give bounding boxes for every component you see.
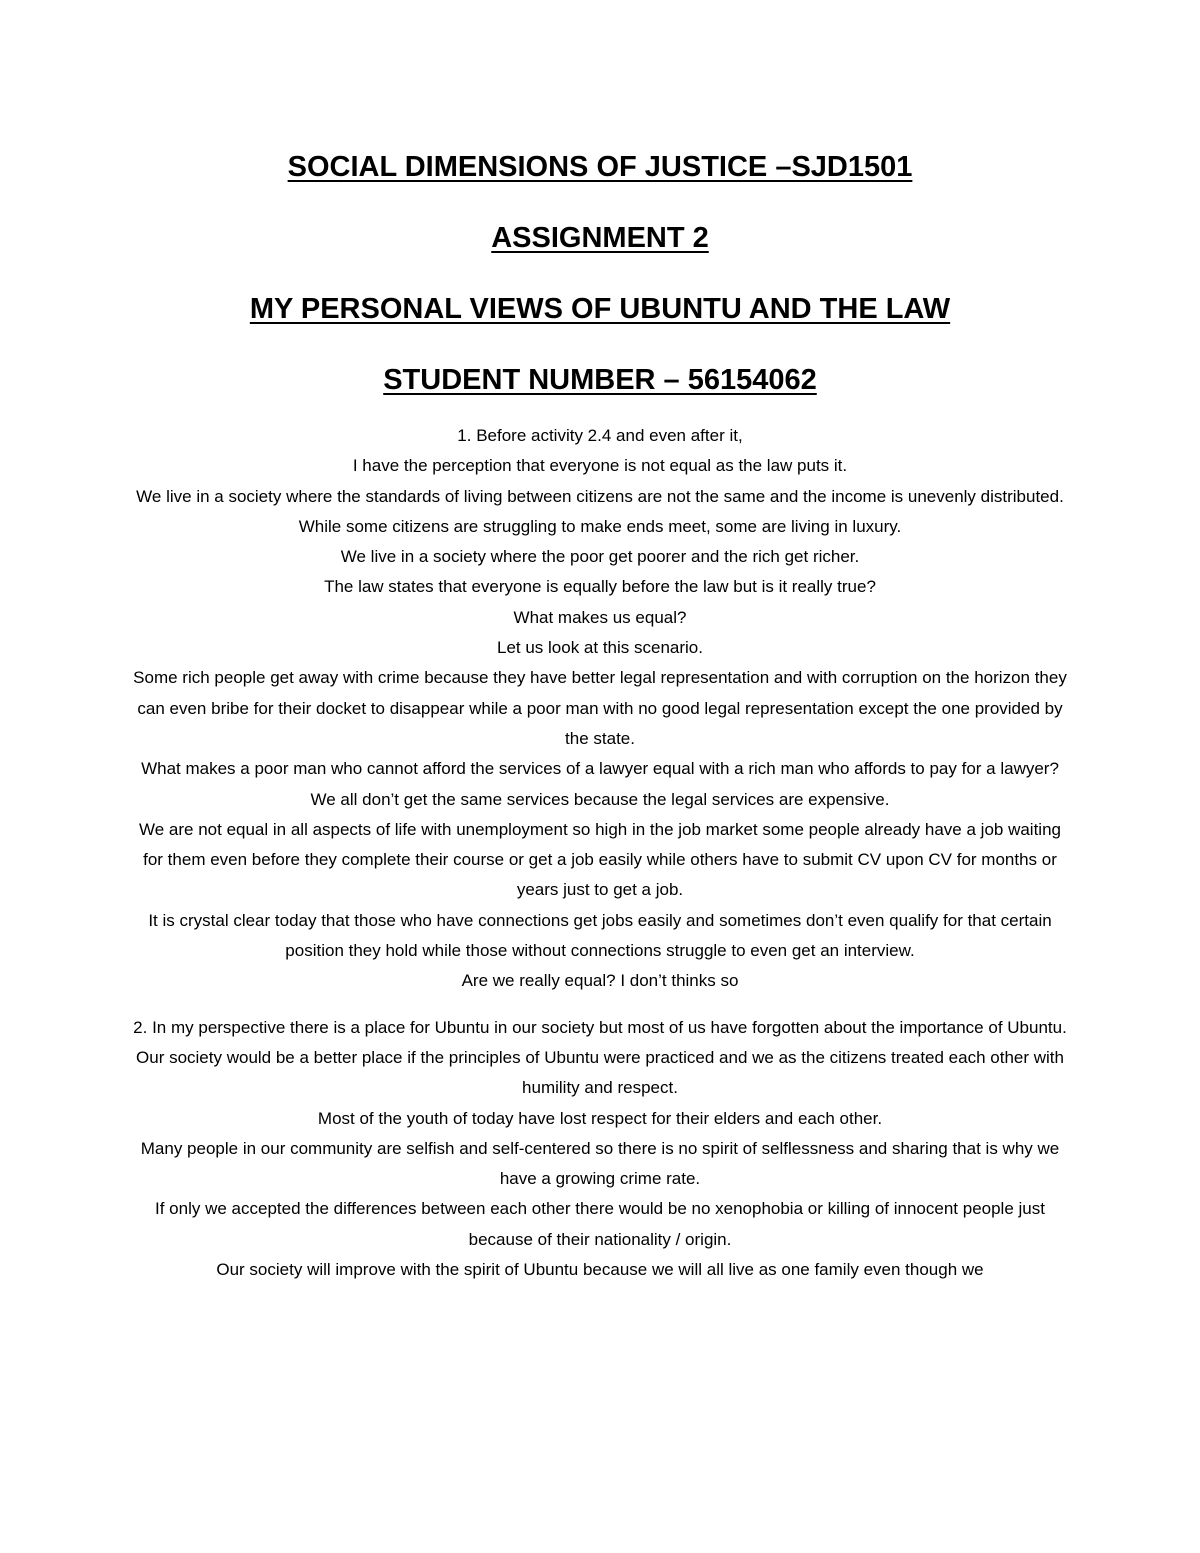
paragraph: Some rich people get away with crime because they have better legal representation and with corruption on the horizon they can even bribe for their docket to disappear while a poor man with no good legal representation except the one provided by the state.	[133, 668, 1067, 748]
title-block	[0, 140, 1200, 399]
paragraph: While some citizens are struggling to make ends meet, some are living in luxury.	[298, 516, 902, 536]
paragraph: We are not equal in all aspects of life with unemployment so high in the job market some people already have a job waiting for them even before they complete their course or get a job easily while others have to submit CV upon CV for months or years just to get a job.	[139, 819, 1061, 900]
paragraph: The law states that everyone is equally before the law but is it really true?	[324, 577, 876, 597]
student-number: STUDENT NUMBER – 56154062	[383, 364, 817, 396]
paragraph: Our society would be a better place if the principles of Ubuntu were practiced and we as the citizens treated each other with humility and respect.	[136, 1047, 1064, 1098]
paragraph: Our society will improve with the spirit of Ubuntu because we will all live as one family even though we	[216, 1260, 984, 1280]
paragraph: I have the perception that everyone is not equal as the law puts it.	[352, 456, 848, 476]
paragraph: It is crystal clear today that those who have connections get jobs easily and sometimes don’t even qualify for that certain position they hold while those without connections struggle to even get an interview.	[148, 910, 1052, 961]
document-body	[130, 421, 1070, 1285]
paragraph: We live in a society where the standards of living between citizens are not the same and the income is unevenly distributed.	[136, 486, 1064, 506]
paragraph: Let us look at this scenario.	[496, 638, 703, 658]
course-title: SOCIAL DIMENSIONS OF JUSTICE –SJD1501	[287, 151, 913, 183]
paragraph: 2. In my perspective there is a place for Ubuntu in our society but most of us have forgotten about the importance of Ubuntu.	[133, 1017, 1067, 1037]
paragraph: If only we accepted the differences between each other there would be no xenophobia or killing of innocent people just because of their nationality / origin.	[155, 1199, 1045, 1249]
paragraph: Most of the youth of today have lost respect for their elders and each other.	[317, 1108, 883, 1128]
paragraph: We live in a society where the poor get poorer and the rich get richer.	[340, 547, 860, 567]
essay-title: MY PERSONAL VIEWS OF UBUNTU AND THE LAW	[249, 293, 951, 325]
paragraph: We all don’t get the same services because the legal services are expensive.	[310, 789, 890, 809]
paragraph: What makes us equal?	[513, 607, 687, 627]
paragraph: Many people in our community are selfish and self-centered so there is no spirit of selflessness and sharing that is why we have a growing crime rate.	[140, 1138, 1060, 1189]
paragraph: Are we really equal? I don’t thinks so	[461, 971, 739, 991]
assignment-title: ASSIGNMENT 2	[491, 222, 709, 254]
paragraph: What makes a poor man who cannot afford the services of a lawyer equal with a rich man who affords to pay for a lawyer?	[141, 759, 1059, 779]
paragraph: 1. Before activity 2.4 and even after it,	[457, 426, 743, 445]
